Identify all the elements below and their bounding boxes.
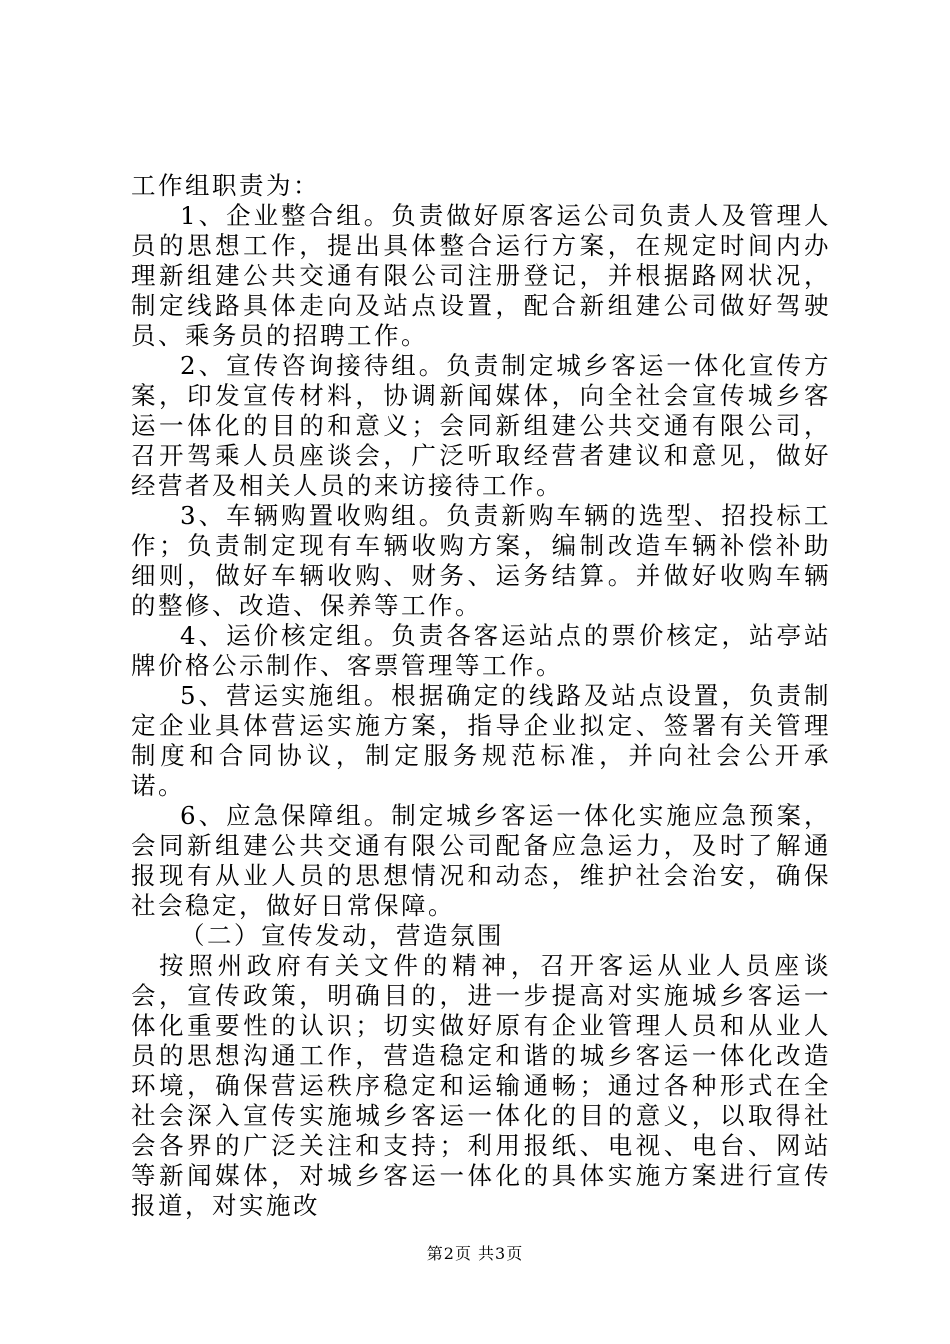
paragraph-heading-duties: 工作组职责为： xyxy=(131,171,320,200)
paragraph-publicity-reception: 2、宣传咨询接待组。负责制定城乡客运一体化宣传方案，印发宣传材料，协调新闻媒体，向全社会宣传城乡客运一体化的目的和意义；会同新组建公共交通有限公司，召开驾乘人员座谈会，广泛听取经营者建议和意见，做好经营者及相关人员的来访接待工作。 xyxy=(131,351,831,500)
paragraph-vehicle-purchase: 3、车辆购置收购组。负责新购车辆的选型、招投标工作；负责制定现有车辆收购方案，编制改造车辆补偿补助细则，做好车辆收购、财务、运务结算。并做好收购车辆的整修、改造、保养等工作。 xyxy=(131,501,831,620)
paragraph-emergency-support: 6、应急保障组。制定城乡客运一体化实施应急预案，会同新组建公共交通有限公司配备应急运力，及时了解通报现有从业人员的思想情况和动态，维护社会治安，确保社会稳定，做好日常保障。 xyxy=(131,801,831,920)
section-heading-publicity: （二）宣传发动，营造氛围 xyxy=(180,921,504,950)
document-body xyxy=(131,171,831,1221)
paragraph-enterprise-integration: 1、企业整合组。负责做好原客运公司负责人及管理人员的思想工作，提出具体整合运行方案，在规定时间内办理新组建公共交通有限公司注册登记，并根据路网状况，制定线路具体走向及站点设置，配合新组建公司做好驾驶员、乘务员的招聘工作。 xyxy=(131,201,831,350)
page-footer: 第2页 共3页 xyxy=(426,1244,524,1263)
paragraph-fare-verification: 4、运价核定组。负责各客运站点的票价核定，站亭站牌价格公示制作、客票管理等工作。 xyxy=(131,621,831,680)
paragraph-operation-implementation: 5、营运实施组。根据确定的线路及站点设置，负责制定企业具体营运实施方案，指导企业拟定、签署有关管理制度和合同协议，制定服务规范标准，并向社会公开承诺。 xyxy=(131,681,831,800)
paragraph-publicity-body: 按照州政府有关文件的精神，召开客运从业人员座谈会，宣传政策，明确目的，进一步提高对实施城乡客运一体化重要性的认识；切实做好原有企业管理人员和从业人员的思想沟通工作，营造稳定和谐的城乡客运一体化改造环境，确保营运秩序稳定和运输通畅；通过各种形式在全社会深入宣传实施城乡客运一体化的目的意义，以取得社会各界的广泛关注和支持；利用报纸、电视、电台、网站等新闻媒体，对城乡客运一体化的具体实施方案进行宣传报道，对实施改 xyxy=(131,951,831,1220)
